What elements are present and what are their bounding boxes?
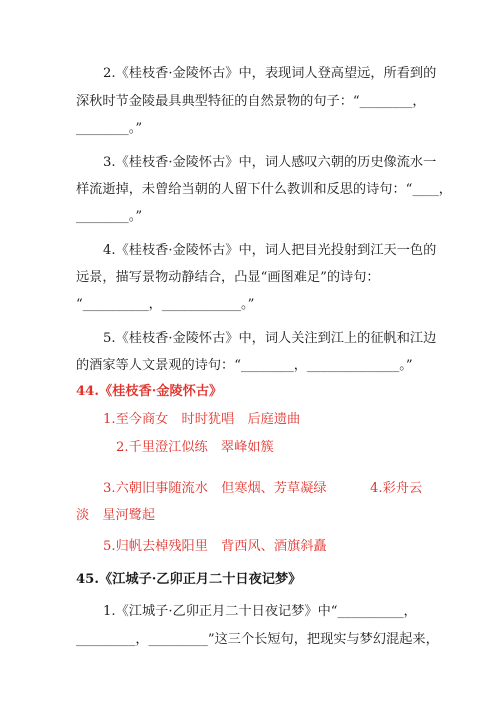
- text-line: 4.《桂枝香·金陵怀古》中，词人把目光投射到江天一色的: [103, 243, 437, 258]
- text-line: 淡 星河鹭起: [76, 508, 156, 523]
- text-line: 的酒家等人文景观的诗句：“________，______________。”: [76, 358, 413, 373]
- text-line: 44.《桂枝香·金陵怀古》: [76, 384, 223, 399]
- text-line: ________。”: [76, 209, 143, 224]
- text-line: 远景，描写景物动静结合，凸显“画图难足”的诗句：: [76, 270, 380, 285]
- text-line: ________。”: [76, 121, 143, 136]
- text-line: 5.《桂枝香·金陵怀古》中，词人关注到江上的征帆和江边: [103, 331, 437, 346]
- text-line: “__________，____________。”: [76, 297, 255, 312]
- text-line: 2.千里澄江似练 翠峰如簇: [116, 440, 274, 455]
- text-line: 1.至今商女 时时犹唱 后庭遗曲: [103, 412, 301, 427]
- text-line: 3.《桂枝香·金陵怀古》中，词人感叹六朝的历史像流水一: [103, 155, 437, 170]
- text-line: 1.《江城子·乙卯正月二十日夜记梦》中“__________，: [103, 604, 417, 619]
- text-line: 样流逝掉，未曾给当朝的人留下什么教训和反思的诗句：“____，: [76, 182, 452, 197]
- text-line: 4.彩舟云: [370, 481, 423, 496]
- text-line: _________，_________”这三个长短句，把现实与梦幻混起来，: [76, 632, 439, 647]
- text-line: 45.《江城子·乙卯正月二十日夜记梦》: [76, 572, 302, 587]
- text-line: 2.《桂枝香·金陵怀古》中，表现词人登高望远，所看到的: [103, 66, 437, 81]
- text-line: 深秋时节金陵最具典型特征的自然景物的句子：“________，: [76, 94, 426, 109]
- text-line: 5.归帆去棹残阳里 背西风、酒旗斜矗: [103, 539, 327, 554]
- text-line: 3.六朝旧事随流水 但寒烟、芳草凝绿: [103, 481, 327, 496]
